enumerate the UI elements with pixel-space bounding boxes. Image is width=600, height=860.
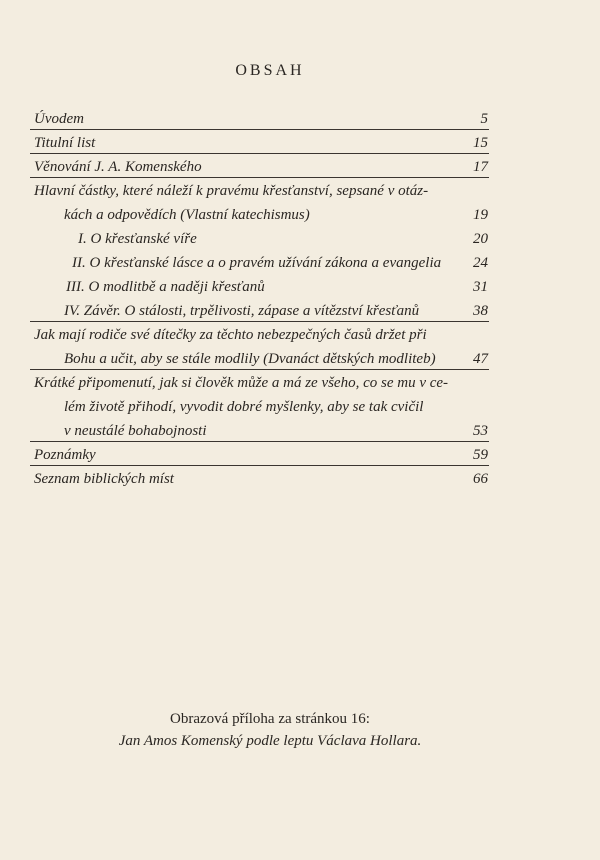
- toc-entry-page: 47: [473, 351, 488, 367]
- toc-entry: [0, 180, 600, 202]
- toc-entry: [0, 156, 600, 178]
- toc-entry: [0, 132, 600, 154]
- toc-entry-title: Krátké připomenutí, jak si člověk může a má ze všeho, co se mu v ce-: [34, 375, 449, 391]
- divider: [30, 441, 489, 442]
- toc-entry-page: 53: [473, 423, 488, 439]
- toc-entry-title: Poznámky: [34, 447, 96, 463]
- toc-entry-page: 15: [473, 135, 488, 151]
- toc-entry: [0, 348, 600, 370]
- toc-entry-page: 38: [473, 303, 488, 319]
- toc-entry-title: III. O modlitbě a naději křesťanů: [66, 279, 265, 295]
- toc-entry-title: Úvodem: [34, 111, 84, 127]
- toc-entry-page: 17: [473, 159, 488, 175]
- toc-entry: [0, 252, 600, 274]
- toc-entry-title: Jak mají rodiče své dítečky za těchto nebezpečných časů držet při: [34, 327, 427, 343]
- toc-entry-title: Věnování J. A. Komenského: [34, 159, 202, 175]
- toc-entry: [0, 396, 600, 418]
- toc-entry-page: 66: [473, 471, 488, 487]
- toc-entry-title: II. O křesťanské lásce a o pravém užívání zákona a evangelia: [72, 255, 442, 271]
- toc-entry: [0, 300, 600, 322]
- divider: [30, 129, 489, 130]
- toc-entry-title: Bohu a učit, aby se stále modlily (Dvanáct dětských modliteb): [64, 351, 436, 367]
- toc-entry-title: v neustálé bohabojnosti: [64, 423, 207, 439]
- toc-entry: [0, 420, 600, 442]
- toc-entry-page: 24: [473, 255, 488, 271]
- divider: [30, 153, 489, 154]
- illustration-note: [0, 708, 540, 752]
- toc-entry-page: 19: [473, 207, 488, 223]
- toc-entry: [0, 228, 600, 250]
- toc-entry: [0, 444, 600, 466]
- illustration-caption: Obrazová příloha za stránkou 16:: [170, 711, 370, 727]
- toc-entry-title: Titulní list: [34, 135, 96, 151]
- divider: [30, 321, 489, 322]
- toc-entry-title: Seznam biblických míst: [34, 471, 174, 487]
- toc-entry-page: 31: [473, 279, 488, 295]
- page-title: OBSAH: [235, 62, 305, 79]
- toc-entry: [0, 324, 600, 346]
- toc-entry: [0, 204, 600, 226]
- divider: [30, 369, 489, 370]
- toc-entry-title: lém životě přihodí, vyvodit dobré myšlenky, aby se tak cvičil: [64, 399, 424, 415]
- toc-entry-page: 20: [473, 231, 488, 247]
- toc-entry-title: kách a odpovědích (Vlastní katechismus): [64, 207, 310, 223]
- toc-entry-title: Hlavní částky, které náleží k pravému křesťanství, sepsané v otáz-: [34, 183, 429, 199]
- toc-entry-title: IV. Závěr. O stálosti, trpělivosti, zápase a vítězství křesťanů: [64, 303, 420, 319]
- toc-entry-page: 5: [480, 111, 488, 127]
- toc-entry: [0, 108, 600, 130]
- divider: [30, 177, 489, 178]
- toc-entry: [0, 372, 600, 394]
- toc-entry-title: I. O křesťanské víře: [78, 231, 197, 247]
- divider: [30, 465, 489, 466]
- illustration-subcaption: Jan Amos Komenský podle leptu Václava Hollara.: [118, 733, 422, 749]
- toc-entry: [0, 276, 600, 298]
- toc-entry-page: 59: [473, 447, 488, 463]
- toc-entry: [0, 468, 600, 490]
